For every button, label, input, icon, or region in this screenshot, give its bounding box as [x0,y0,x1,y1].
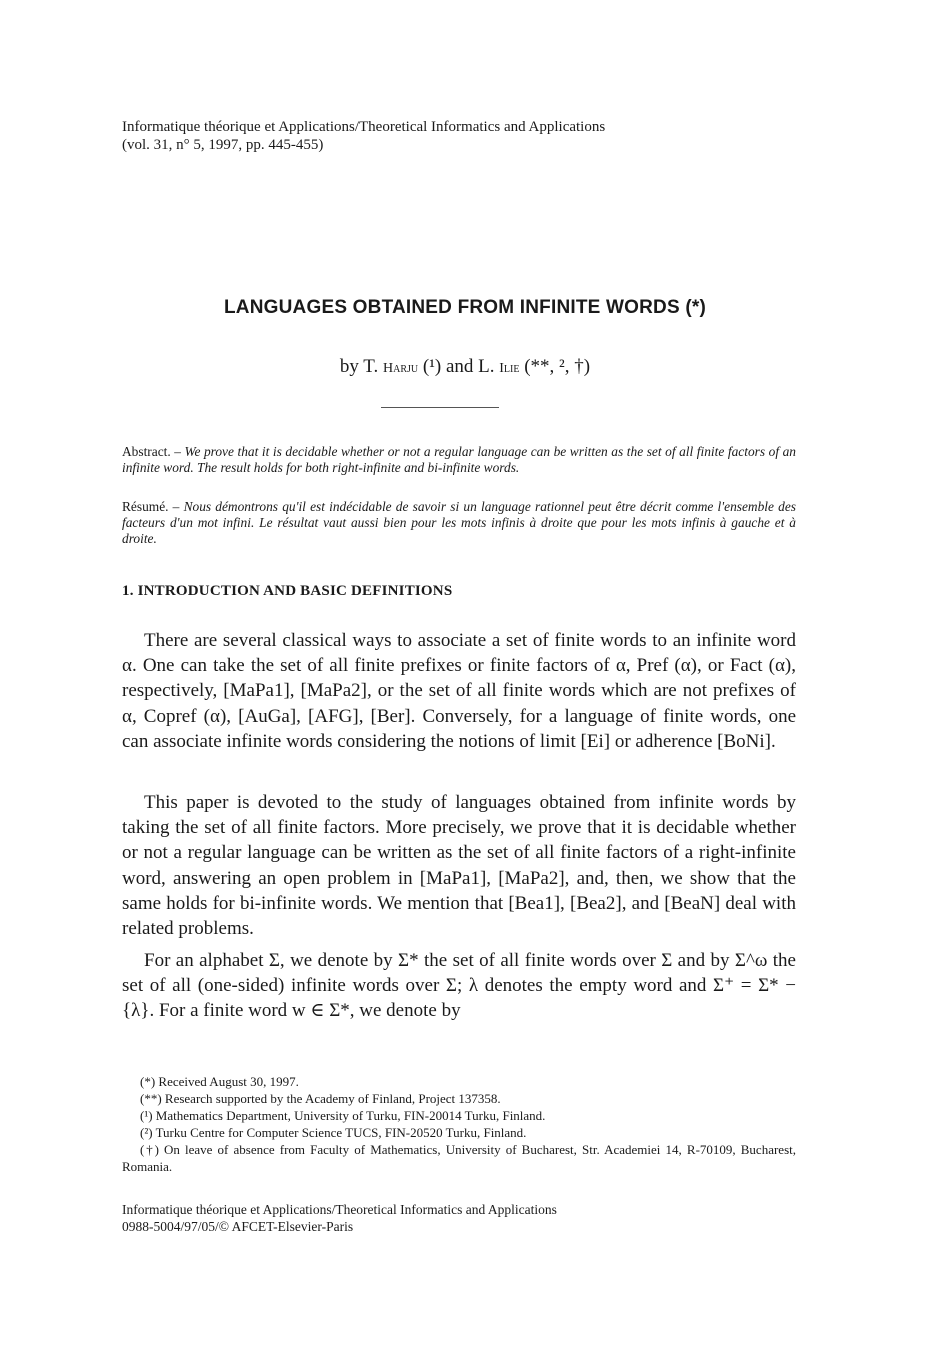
footer-line2: 0988-5004/97/05/© AFCET-Elsevier-Paris [122,1219,354,1234]
paragraph-3: For an alphabet Σ, we denote by Σ* the set of all finite words over Σ and by Σ^ω the set of all (one-sided) infinite words over Σ; λ denotes the empty word and Σ⁺ = Σ* − {λ}. For a finite word w ∈ Σ*, we denote by [122,950,796,1022]
resume-text: Nous démontrons qu'il est indécidable de savoir si un language rationnel peut être décrit comme l'ensemble des facteurs d'un mot infini. Le résultat vaut aussi bien pour les mots infinis à droite que pour les mots infinis à gauche et à droite. [122,499,796,546]
author-ref-1: (¹) and L. [418,356,500,377]
resume-lead: Résumé. – [122,499,184,514]
journal-header-line1: Informatique théorique et Applications/Theoretical Informatics and Applications [122,119,606,135]
section-heading: 1. INTRODUCTION AND BASIC DEFINITIONS [122,583,453,599]
paragraph-2: This paper is devoted to the study of languages obtained from infinite words by taking the set of all finite factors. More precisely, we prove that it is decidable whether or not a regular language can be written as the set of all finite factors of a right-infinite word, answering an open problem in [MaPa1], [MaPa2], and, then, we show that the same holds for bi-infinite words. We mention that [Bea1], [Bea2], and [BeaN] deal with related problems. [122,792,796,940]
abstract-lead: Abstract. – [122,444,185,459]
abstract-text: We prove that it is decidable whether or not a regular language can be written as the set of all finite factors of an infinite word. The result holds for both right-infinite and bi-infinite words. [122,444,796,475]
author-name-ilie: Ilie [499,361,520,376]
author-by: by T. [339,356,383,377]
footnote: (**) Research supported by the Academy of Finland, Project 137358. [140,1091,501,1106]
page-footer [122,1201,557,1235]
footnote: (¹) Mathematics Department, University of Turku, FIN-20014 Turku, Finland. [140,1108,546,1123]
footnotes [122,1073,796,1175]
title-divider [381,407,499,408]
paper-title: LANGUAGES OBTAINED FROM INFINITE WORDS (*) [224,297,706,318]
journal-header [122,118,605,154]
abstract [122,444,796,476]
resume [122,499,796,547]
author-line [0,356,930,378]
footnote: (*) Received August 30, 1997. [140,1074,299,1089]
author-name-harju: Harju [383,361,419,376]
footer-line1: Informatique théorique et Applications/Theoretical Informatics and Applications [122,1202,557,1217]
author-ref-2: (**, ², †) [519,356,591,377]
footnote: (²) Turku Centre for Computer Science TUCS, FIN-20520 Turku, Finland. [140,1125,527,1140]
footnote: (†) On leave of absence from Faculty of Mathematics, University of Bucharest, Str. Academiei 14, R-70109, Bucharest, Romania. [122,1142,796,1174]
journal-header-line2: (vol. 31, n° 5, 1997, pp. 445-455) [122,137,324,153]
paragraph-1: There are several classical ways to associate a set of finite words to an infinite word α. One can take the set of all finite prefixes or finite factors of α, Pref (α), or Fact (α), respectively, [MaPa1], [MaPa2], or the set of all finite words which are not prefixes of α, Copref (α), [AuGa], [AFG], [Ber]. Conversely, for a language of finite words, one can associate infinite words considering the notions of limit [Ei] or adherence [BoNi]. [122,630,796,752]
